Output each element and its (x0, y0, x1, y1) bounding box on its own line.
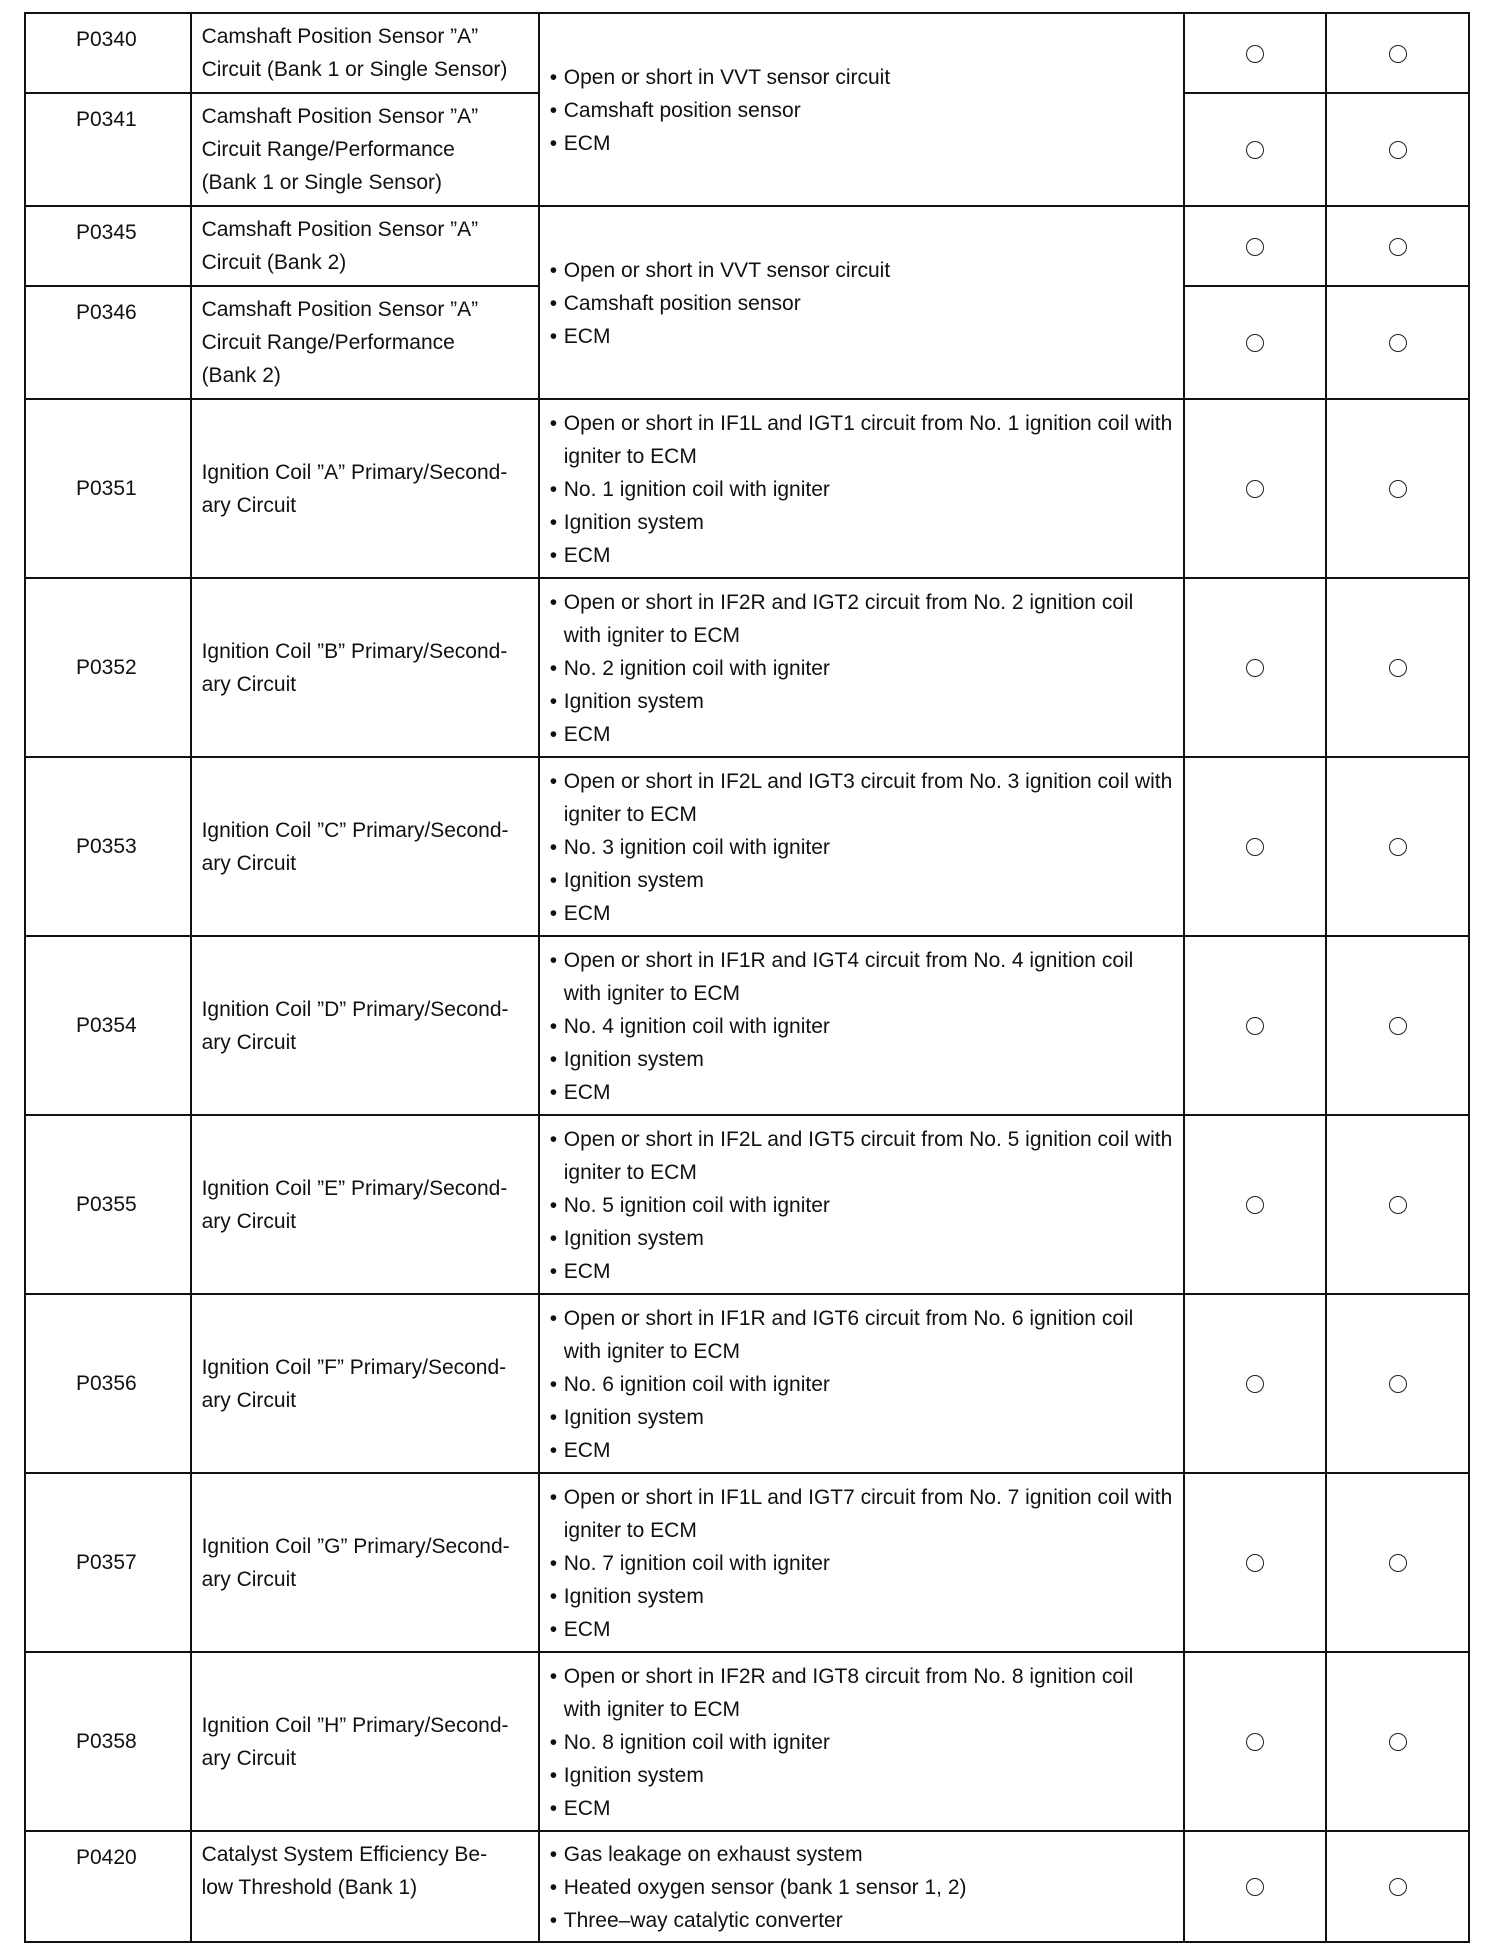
memory-indicator (1326, 578, 1469, 757)
memory-indicator (1326, 1473, 1469, 1652)
mil-indicator (1184, 578, 1326, 757)
trouble-area-item: • ECM (550, 1255, 1175, 1288)
trouble-area-item: • ECM (550, 539, 1175, 572)
dtc-name (191, 93, 539, 206)
dtc-name-line: Circuit Range/Performance (201, 138, 455, 161)
circle-mark-icon (1389, 838, 1407, 856)
circle-mark-icon (1389, 1554, 1407, 1572)
circle-mark-icon (1246, 1196, 1264, 1214)
trouble-area (539, 1473, 1184, 1652)
dtc-name-line: Ignition Coil ”G” Primary/Second- (201, 1534, 510, 1558)
dtc-name-line: ary Circuit (201, 1746, 297, 1770)
memory-indicator (1326, 936, 1469, 1115)
trouble-area-item: • No. 4 ignition coil with igniter (550, 1010, 1175, 1043)
mil-indicator (1184, 1115, 1326, 1294)
dtc-code: P0351 (25, 399, 191, 578)
circle-mark-icon (1246, 1554, 1264, 1572)
mil-indicator (1184, 757, 1326, 936)
circle-mark-icon (1246, 1375, 1264, 1393)
trouble-area-item: • Heated oxygen sensor (bank 1 sensor 1, 2) (550, 1871, 1175, 1904)
circle-mark-icon (1246, 238, 1264, 256)
circle-mark-icon (1389, 238, 1407, 256)
trouble-area-item: • No. 8 ignition coil with igniter (550, 1726, 1175, 1759)
trouble-area-item: • No. 1 ignition coil with igniter (550, 473, 1175, 506)
trouble-area (539, 1652, 1184, 1831)
dtc-name-line: ary Circuit (201, 851, 297, 875)
dtc-name-line: (Bank 2) (201, 364, 281, 387)
dtc-name (191, 578, 539, 757)
circle-mark-icon (1389, 1733, 1407, 1751)
dtc-name-line: Ignition Coil ”F” Primary/Second- (201, 1355, 507, 1379)
table-row (25, 1294, 1469, 1473)
circle-mark-icon (1246, 659, 1264, 677)
mil-indicator (1184, 1473, 1326, 1652)
dtc-name-line: Circuit (Bank 1 or Single Sensor) (201, 58, 508, 81)
trouble-area (539, 1115, 1184, 1294)
trouble-area-item: • Ignition system (550, 1401, 1175, 1434)
trouble-area-item: • Open or short in IF2L and IGT5 circuit from No. 5 ignition coil with igniter to ECM (550, 1123, 1175, 1189)
trouble-area-item: • ECM (550, 1792, 1175, 1825)
circle-mark-icon (1246, 480, 1264, 498)
circle-mark-icon (1389, 1878, 1407, 1896)
dtc-name-line: Ignition Coil ”E” Primary/Second- (201, 1176, 508, 1200)
dtc-name (191, 399, 539, 578)
dtc-name-line: ary Circuit (201, 1388, 297, 1412)
circle-mark-icon (1246, 838, 1264, 856)
circle-mark-icon (1389, 1196, 1407, 1214)
trouble-area-item: • ECM (550, 127, 1175, 160)
memory-indicator (1326, 286, 1469, 399)
dtc-name (191, 1473, 539, 1652)
dtc-code: P0354 (25, 936, 191, 1115)
trouble-area-item: • Ignition system (550, 506, 1175, 539)
table-row (25, 1831, 1469, 1942)
dtc-name (191, 936, 539, 1115)
dtc-code: P0420 (25, 1831, 191, 1942)
mil-indicator (1184, 1831, 1326, 1942)
dtc-code: P0341 (25, 93, 191, 206)
dtc-name-line: Ignition Coil ”A” Primary/Second- (201, 460, 508, 484)
mil-indicator (1184, 286, 1326, 399)
dtc-name-line: ary Circuit (201, 672, 297, 696)
trouble-area-item: • Ignition system (550, 1222, 1175, 1255)
dtc-code: P0352 (25, 578, 191, 757)
trouble-area-item: • Ignition system (550, 864, 1175, 897)
memory-indicator (1326, 1115, 1469, 1294)
dtc-code: P0355 (25, 1115, 191, 1294)
mil-indicator (1184, 1652, 1326, 1831)
dtc-name (191, 286, 539, 399)
memory-indicator (1326, 206, 1469, 286)
dtc-name-line: Ignition Coil ”C” Primary/Second- (201, 818, 509, 842)
trouble-area-item: • No. 2 ignition coil with igniter (550, 652, 1175, 685)
trouble-area-item: • Ignition system (550, 685, 1175, 718)
dtc-code: P0356 (25, 1294, 191, 1473)
dtc-name (191, 206, 539, 286)
dtc-name (191, 1115, 539, 1294)
trouble-area-item: • Open or short in VVT sensor circuit (550, 254, 1175, 287)
trouble-area-item: • No. 5 ignition coil with igniter (550, 1189, 1175, 1222)
circle-mark-icon (1389, 141, 1407, 159)
trouble-area-item: • Camshaft position sensor (550, 94, 1175, 127)
trouble-area-item: • Ignition system (550, 1580, 1175, 1613)
dtc-table (24, 12, 1470, 1943)
dtc-name-line: Camshaft Position Sensor ”A” (201, 218, 479, 241)
trouble-area-item: • Camshaft position sensor (550, 287, 1175, 320)
memory-indicator (1326, 1831, 1469, 1942)
dtc-name-line: Ignition Coil ”H” Primary/Second- (201, 1713, 509, 1737)
mil-indicator (1184, 936, 1326, 1115)
memory-indicator (1326, 399, 1469, 578)
dtc-name (191, 1652, 539, 1831)
trouble-area-item: • Open or short in IF2L and IGT3 circuit from No. 3 ignition coil with igniter to ECM (550, 765, 1175, 831)
dtc-name-line: ary Circuit (201, 1567, 297, 1591)
table-row (25, 578, 1469, 757)
trouble-area (539, 936, 1184, 1115)
circle-mark-icon (1246, 141, 1264, 159)
dtc-name-line: ary Circuit (201, 1209, 297, 1233)
dtc-code: P0340 (25, 13, 191, 93)
trouble-area-item: • Three–way catalytic converter (550, 1904, 1175, 1937)
dtc-name (191, 13, 539, 93)
dtc-name-line: ary Circuit (201, 1030, 297, 1054)
dtc-name-line: Ignition Coil ”B” Primary/Second- (201, 639, 508, 663)
mil-indicator (1184, 1294, 1326, 1473)
circle-mark-icon (1246, 1733, 1264, 1751)
circle-mark-icon (1389, 480, 1407, 498)
dtc-name-line: (Bank 1 or Single Sensor) (201, 171, 443, 194)
circle-mark-icon (1246, 334, 1264, 352)
trouble-area-item: • ECM (550, 1434, 1175, 1467)
trouble-area-item: • Open or short in IF1L and IGT1 circuit from No. 1 ignition coil with igniter to ECM (550, 407, 1175, 473)
table-row (25, 757, 1469, 936)
dtc-name (191, 757, 539, 936)
trouble-area-item: • No. 6 ignition coil with igniter (550, 1368, 1175, 1401)
table-row (25, 13, 1469, 93)
trouble-area-item: • No. 7 ignition coil with igniter (550, 1547, 1175, 1580)
trouble-area (539, 206, 1184, 399)
table-row (25, 1115, 1469, 1294)
dtc-name-line: Circuit (Bank 2) (201, 251, 347, 274)
dtc-name (191, 1294, 539, 1473)
memory-indicator (1326, 1294, 1469, 1473)
trouble-area-item: • Ignition system (550, 1043, 1175, 1076)
table-row (25, 1473, 1469, 1652)
trouble-area (539, 399, 1184, 578)
trouble-area-item: • Open or short in IF1R and IGT4 circuit from No. 4 ignition coil with igniter to ECM (550, 944, 1175, 1010)
circle-mark-icon (1246, 1878, 1264, 1896)
dtc-name (191, 1831, 539, 1942)
mil-indicator (1184, 399, 1326, 578)
dtc-code: P0358 (25, 1652, 191, 1831)
trouble-area-item: • Open or short in IF2R and IGT2 circuit from No. 2 ignition coil with igniter to ECM (550, 586, 1175, 652)
trouble-area-item: • No. 3 ignition coil with igniter (550, 831, 1175, 864)
dtc-name-line: ary Circuit (201, 493, 297, 517)
dtc-name-line: Camshaft Position Sensor ”A” (201, 298, 479, 321)
memory-indicator (1326, 93, 1469, 206)
dtc-code: P0353 (25, 757, 191, 936)
dtc-code: P0346 (25, 286, 191, 399)
table-row (25, 399, 1469, 578)
table-row (25, 206, 1469, 286)
memory-indicator (1326, 757, 1469, 936)
mil-indicator (1184, 13, 1326, 93)
trouble-area-item: • ECM (550, 320, 1175, 353)
dtc-name-line: low Threshold (Bank 1) (201, 1876, 418, 1899)
trouble-area-item: • ECM (550, 718, 1175, 751)
mil-indicator (1184, 206, 1326, 286)
table-row (25, 1652, 1469, 1831)
dtc-name-line: Catalyst System Efficiency Be- (201, 1843, 488, 1866)
table-row (25, 936, 1469, 1115)
trouble-area (539, 578, 1184, 757)
circle-mark-icon (1389, 334, 1407, 352)
trouble-area-item: • Open or short in IF1L and IGT7 circuit from No. 7 ignition coil with igniter to ECM (550, 1481, 1175, 1547)
circle-mark-icon (1389, 659, 1407, 677)
trouble-area (539, 13, 1184, 206)
trouble-area (539, 1294, 1184, 1473)
dtc-name-line: Camshaft Position Sensor ”A” (201, 105, 479, 128)
circle-mark-icon (1389, 1017, 1407, 1035)
circle-mark-icon (1246, 1017, 1264, 1035)
circle-mark-icon (1246, 45, 1264, 63)
circle-mark-icon (1389, 1375, 1407, 1393)
trouble-area-item: • Open or short in VVT sensor circuit (550, 61, 1175, 94)
memory-indicator (1326, 1652, 1469, 1831)
trouble-area-item: • ECM (550, 897, 1175, 930)
dtc-name-line: Camshaft Position Sensor ”A” (201, 25, 479, 48)
trouble-area (539, 757, 1184, 936)
dtc-name-line: Ignition Coil ”D” Primary/Second- (201, 997, 509, 1021)
trouble-area (539, 1831, 1184, 1942)
dtc-code: P0345 (25, 206, 191, 286)
mil-indicator (1184, 93, 1326, 206)
trouble-area-item: • ECM (550, 1076, 1175, 1109)
trouble-area-item: • Gas leakage on exhaust system (550, 1838, 1175, 1871)
memory-indicator (1326, 13, 1469, 93)
trouble-area-item: • Ignition system (550, 1759, 1175, 1792)
trouble-area-item: • Open or short in IF1R and IGT6 circuit from No. 6 ignition coil with igniter to ECM (550, 1302, 1175, 1368)
circle-mark-icon (1389, 45, 1407, 63)
trouble-area-item: • ECM (550, 1613, 1175, 1646)
dtc-code: P0357 (25, 1473, 191, 1652)
dtc-name-line: Circuit Range/Performance (201, 331, 455, 354)
trouble-area-item: • Open or short in IF2R and IGT8 circuit from No. 8 ignition coil with igniter to ECM (550, 1660, 1175, 1726)
